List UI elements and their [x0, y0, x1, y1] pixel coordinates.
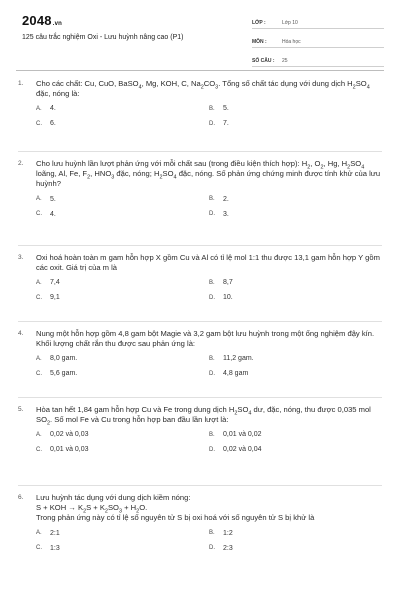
- answer-value: 5.: [50, 195, 56, 203]
- meta-panel: [252, 13, 384, 70]
- answer-option[interactable]: [209, 530, 382, 537]
- answer-letter: D.: [209, 370, 215, 377]
- question-item: [18, 152, 382, 246]
- header-divider: [16, 70, 384, 71]
- answer-value: 5.: [223, 105, 229, 113]
- answer-options: [36, 105, 382, 127]
- answer-value: 0,01 và 0,02: [223, 431, 262, 439]
- question-row: [18, 329, 382, 349]
- answer-option[interactable]: [209, 279, 382, 286]
- answer-letter: D.: [209, 120, 215, 127]
- answer-options: [36, 196, 382, 218]
- question-item: [18, 398, 382, 486]
- answer-letter: B.: [209, 105, 215, 112]
- answer-letter: B.: [209, 530, 215, 537]
- answer-letter: D.: [209, 294, 215, 301]
- answer-letter: C.: [36, 446, 42, 453]
- answer-option[interactable]: [36, 431, 209, 438]
- answer-value: 2:1: [50, 529, 60, 537]
- answer-letter: D.: [209, 446, 215, 453]
- answer-value: 9,1: [50, 294, 60, 302]
- answer-value: 7.: [223, 120, 229, 128]
- meta-row-subject: [252, 32, 384, 48]
- answer-letter: C.: [36, 370, 42, 377]
- meta-key: MÔN :: [252, 39, 267, 45]
- question-text: Cho lưu huỳnh lần lượt phản ứng với mỗi chất sau (trong điều kiện thích hợp): $H_2$, $O_2$, Hg, $H_2SO_4$ loãng, Al, Fe, $F_2$, $HNO_3$ đặc, nóng; $H_2SO_4$ đặc, nóng. Số phản ứng chứng minh được tính khử của lưu huỳnh?: [36, 159, 381, 189]
- answer-value: 2:3: [223, 544, 233, 552]
- answer-letter: C.: [36, 545, 42, 552]
- question-item: [18, 72, 382, 152]
- answer-option[interactable]: [36, 530, 209, 537]
- answer-value: 0,02 và 0,03: [50, 431, 89, 439]
- answer-option[interactable]: [36, 196, 209, 203]
- meta-key: SỐ CÂU :: [252, 58, 275, 64]
- answer-value: 8,0 gam.: [50, 355, 78, 363]
- document-title: 125 câu trắc nghiệm Oxi - Lưu huỳnh nâng cao (P1): [22, 34, 184, 41]
- answer-option[interactable]: [36, 294, 209, 301]
- answer-options: [36, 431, 382, 453]
- answer-option[interactable]: [209, 431, 382, 438]
- answer-value: 11,2 gam.: [223, 355, 254, 363]
- answer-value: 5,6 gam.: [50, 370, 78, 378]
- answer-option[interactable]: [209, 294, 382, 301]
- answer-option[interactable]: [209, 355, 382, 362]
- question-text: Oxi hoá hoàn toàn m gam hỗn hợp X gồm Cu và Al có tỉ lệ mol 1:1 thu được 13,1 gam hỗn hợp Y gồm các oxit. Giá trị của m là: [36, 253, 380, 273]
- answer-letter: A.: [36, 530, 42, 537]
- question-row: [18, 79, 382, 99]
- answer-value: 1:3: [50, 544, 60, 552]
- answer-option[interactable]: [36, 355, 209, 362]
- meta-key: LỚP :: [252, 20, 266, 26]
- answer-letter: B.: [209, 355, 215, 362]
- answer-options: [36, 355, 382, 377]
- answer-letter: A.: [36, 105, 42, 112]
- answer-letter: B.: [209, 279, 215, 286]
- answer-letter: A.: [36, 431, 42, 438]
- question-number: 4.: [18, 330, 24, 337]
- answer-value: 6.: [50, 120, 56, 128]
- answer-letter: C.: [36, 211, 42, 218]
- answer-letter: D.: [209, 211, 215, 218]
- question-number: 1.: [18, 80, 24, 87]
- meta-value: Lớp 10: [282, 20, 298, 26]
- answer-letter: A.: [36, 196, 42, 203]
- logo-main-text: 2048: [22, 13, 52, 28]
- answer-option[interactable]: [209, 105, 382, 112]
- question-number: 2.: [18, 160, 24, 167]
- answer-value: 7,4: [50, 279, 60, 287]
- answer-option[interactable]: [36, 279, 209, 286]
- answer-option[interactable]: [209, 370, 382, 377]
- answer-value: 4,8 gam: [223, 370, 249, 378]
- answer-option[interactable]: [36, 120, 209, 127]
- answer-value: 4.: [50, 105, 56, 113]
- answer-letter: C.: [36, 120, 42, 127]
- answer-letter: D.: [209, 545, 215, 552]
- answer-value: 4.: [50, 210, 56, 218]
- question-item: [18, 246, 382, 322]
- question-number: 5.: [18, 406, 24, 413]
- logo-suffix-text: .vn: [52, 21, 63, 27]
- answer-option[interactable]: [209, 120, 382, 127]
- answer-value: 0,02 và 0,04: [223, 446, 262, 454]
- answer-option[interactable]: [36, 545, 209, 552]
- page-header: [0, 0, 400, 72]
- answer-option[interactable]: [36, 370, 209, 377]
- answer-letter: B.: [209, 431, 215, 438]
- question-text: Hòa tan hết 1,84 gam hỗn hợp Cu và Fe trong dung dịch $H_2SO_4$ dư, đặc, nóng, thu được 0,035 mol $SO_2$. Số mol Fe và Cu trong hỗn hợp ban đầu lần lượt là:: [36, 405, 371, 427]
- question-item: [18, 486, 382, 581]
- answer-option[interactable]: [36, 446, 209, 453]
- question-row: [18, 253, 382, 273]
- question-text: Lưu huỳnh tác dụng với dung dịch kiềm nóng: S + KOH → $K_2S + K_2SO_3 + H_2O$. Trong phản ứng này có tỉ lệ số nguyên tử S bị oxi hoá với số nguyên tử S bị khử là: [36, 493, 315, 523]
- question-item: [18, 322, 382, 398]
- question-row: [18, 405, 382, 425]
- answer-option[interactable]: [36, 211, 209, 218]
- answer-value: 10.: [223, 294, 233, 302]
- answer-option[interactable]: [209, 196, 382, 203]
- answer-options: [36, 530, 382, 552]
- meta-row-count: [252, 51, 384, 67]
- answer-options: [36, 279, 382, 301]
- question-number: 3.: [18, 254, 24, 261]
- question-list: [0, 72, 400, 581]
- site-logo[interactable]: [22, 13, 62, 28]
- answer-value: 0,01 và 0,03: [50, 446, 89, 454]
- answer-letter: A.: [36, 279, 42, 286]
- question-text: Cho các chất: Cu, CuO, BaSO$_4$, Mg, KOH, C, $Na_2CO_3$. Tổng số chất tác dụng với dung dịch $H_2SO_4$ đặc, nóng là:: [36, 79, 370, 99]
- answer-letter: B.: [209, 196, 215, 203]
- answer-value: 8,7: [223, 279, 233, 287]
- answer-option[interactable]: [209, 545, 382, 552]
- answer-option[interactable]: [209, 211, 382, 218]
- question-row: [18, 159, 382, 190]
- answer-value: 3.: [223, 210, 229, 218]
- answer-option[interactable]: [209, 446, 382, 453]
- answer-letter: C.: [36, 294, 42, 301]
- meta-value: 25: [282, 58, 288, 64]
- answer-letter: A.: [36, 355, 42, 362]
- meta-row-class: [252, 13, 384, 29]
- answer-option[interactable]: [36, 105, 209, 112]
- question-row: [18, 493, 382, 524]
- answer-value: 2.: [223, 195, 229, 203]
- meta-value: Hóa học: [282, 39, 301, 45]
- question-text: Nung một hỗn hợp gồm 4,8 gam bột Magie và 3,2 gam bột lưu huỳnh trong một ống nghiệm đậy kín. Khối lượng chất rắn thu được sau phản ứng là:: [36, 329, 375, 349]
- question-number: 6.: [18, 494, 24, 501]
- answer-value: 1:2: [223, 529, 233, 537]
